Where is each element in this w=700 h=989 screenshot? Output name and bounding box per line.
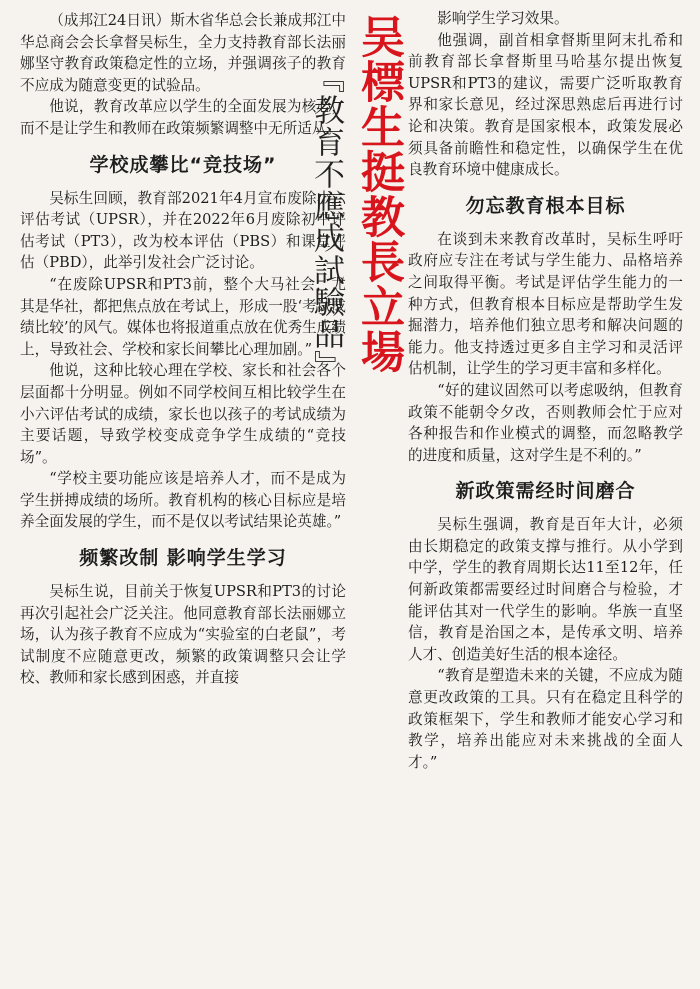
body-paragraph: “好的建议固然可以考虑吸纳，但教育政策不能朝令夕改，否则教师会忙于应对各种报告和作业模式的调整，而忽略教学的进度和质量，这对学生是不利的。” bbox=[408, 381, 683, 464]
article-right-column bbox=[408, 8, 683, 773]
section-heading: 频繁改制 影响学生学习 bbox=[79, 547, 287, 570]
continuation-paragraph: 影响学生学习效果。 bbox=[437, 10, 569, 27]
section-heading: 新政策需经时间磨合 bbox=[455, 480, 636, 503]
body-paragraph: 在谈到未来教育改革时，吴标生呼吁政府应专注在考试与学生能力、品格培养之间取得平衡。考试是评估学生能力的一种方式，但教育根本目标应是帮助学生发掘潜力，培养他们独立思考和解决问题的能力。他支持透过更多自主学习和灵活评估机制，让学生的学习更丰富和多样化。 bbox=[408, 230, 683, 378]
body-paragraph: 吴标生说，目前关于恢复UPSR和PT3的讨论再次引起社会广泛关注。他同意教育部长法丽娜立场，认为孩子教育不应成为“实验室的白老鼠”，考试制度不应随意更改，频繁的政策调整只会让学校、教师和家长感到困惑，并直接 bbox=[20, 583, 346, 687]
body-paragraph: 他强调，副首相拿督斯里阿末扎希和前教育部长拿督斯里马哈基尔提出恢复UPSR和PT3的建议，需要广泛听取教育界和家长意见，经过深思熟虑后再进行讨论和决策。教育是国家根本，政策发展必须具备前瞻性和稳定性，以确保学生在优良教育环境中健康成长。 bbox=[408, 31, 683, 179]
intro-paragraph: （成邦江24日讯）斯木省华总会长兼成邦江中华总商会会长拿督吴标生，全力支持教育部长法丽娜坚守教育政策稳定性的立场，并强调孩子的教育不应成为随意变更的试验品。 bbox=[20, 12, 346, 94]
headline-title: 吴標生挺教長立場 bbox=[353, 14, 404, 374]
body-paragraph: 他说，这种比较心理在学校、家长和社会各个层面都十分明显。例如不同学校间互相比较学生在小六评估考试的成绩，家长也以孩子的考试成绩为主要话题，导致学校变成竞争学生成绩的“竞技场”。 bbox=[20, 362, 346, 466]
section-heading: 学校成攀比“竞技场” bbox=[89, 153, 277, 176]
body-paragraph: 吴标生回顾，教育部2021年4月宣布废除小六评估考试（UPSR），并在2022年6月废除初中评估考试（PT3），改为校本评估（PBS）和课堂评估（PBD），此举引发社会广泛讨论。 bbox=[20, 189, 346, 272]
body-paragraph: “学校主要功能应该是培养人才，而不是成为学生拼搏成绩的场所。教育机构的核心目标应是培养全面发展的学生，而不是仅以考试结果论英雄。” bbox=[20, 470, 346, 531]
body-paragraph: 吴标生强调，教育是百年大计，必须由长期稳定的政策支撑与推行。从小学到中学，学生的教育周期长达11至12年，任何新政策都需要经过时间磨合与检验，才能评估其对一代学生的影响。华族一直坚信，教育是治国之本，是传承文明、培养人才、创造美好生活的根本途径。 bbox=[408, 516, 683, 663]
headline-block bbox=[308, 14, 404, 434]
section-heading: 勿忘教育根本目标 bbox=[465, 194, 626, 217]
body-paragraph: “教育是塑造未来的关键，不应成为随意更改政策的工具。只有在稳定且科学的政策框架下，学生和教师才能安心学习和教学，培养出能应对未来挑战的全面人才。” bbox=[408, 667, 683, 771]
headline-subtitle: 『教育不應成試驗品』 bbox=[308, 62, 344, 382]
article-left-column bbox=[20, 10, 346, 689]
body-paragraph: “在废除UPSR和PT3前，整个大马社会，尤其是华社，都把焦点放在考试上，形成一股‘考试成绩比较’的风气。媒体也将报道重点放在优秀生成绩上，导致社会、学校和家长间攀比心理加剧。” bbox=[20, 275, 346, 358]
intro-paragraph: 他说，教育改革应以学生的全面发展为核心，而不是让学生和教师在政策频繁调整中无所适从。 bbox=[20, 98, 346, 137]
